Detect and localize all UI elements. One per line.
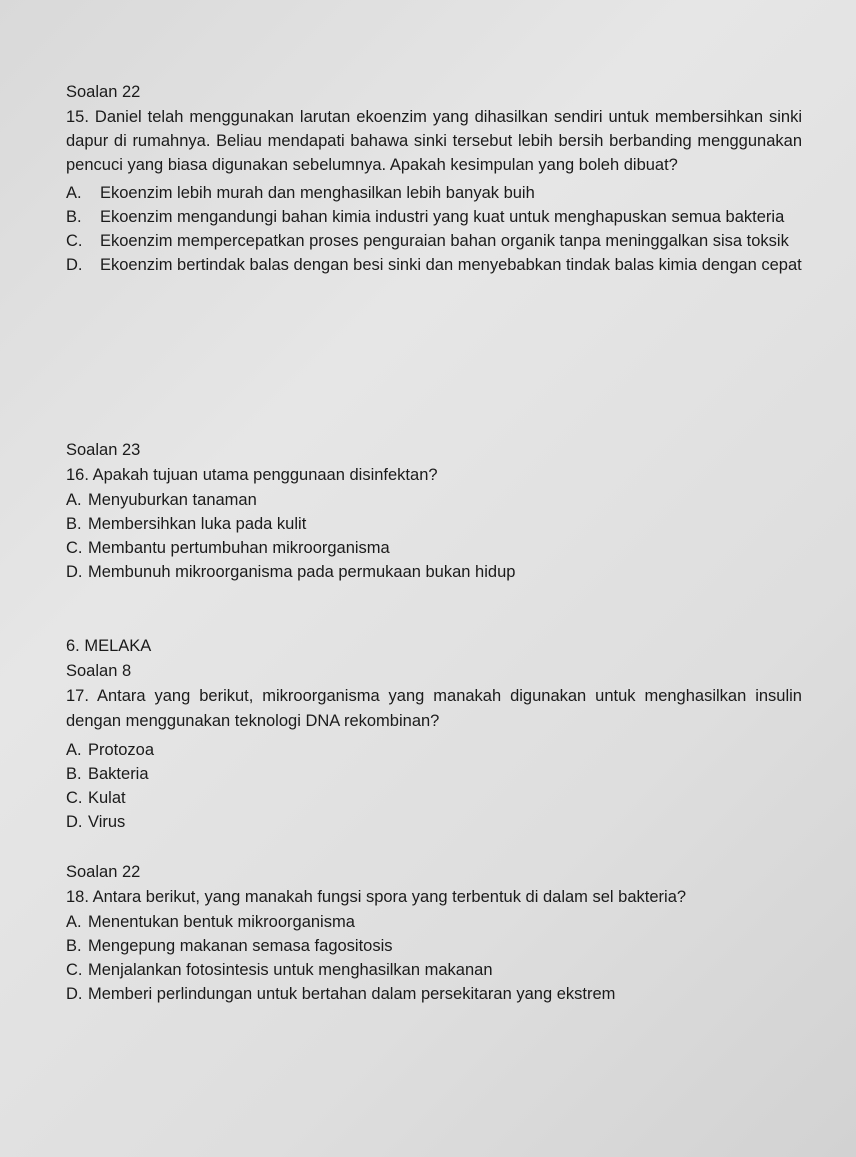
option-text: Menjalankan fotosintesis untuk menghasilkan makanan (88, 961, 493, 979)
option-letter: A. (66, 184, 82, 202)
option-text: Bakteria (88, 765, 149, 783)
option-letter: C. (66, 961, 83, 979)
section-heading: 6. MELAKA (66, 637, 152, 655)
question-15-option-a[interactable] (66, 181, 802, 205)
option-letter: A. (66, 491, 82, 509)
option-letter: C. (66, 539, 83, 557)
option-letter: D. (66, 256, 83, 274)
question-15-stem (66, 105, 802, 177)
option-text: Ekoenzim mengandungi bahan kimia industri yang kuat untuk menghapuskan semua bakteria (100, 208, 785, 226)
question-16-stem: 16. Apakah tujuan utama penggunaan disinfektan? (66, 466, 438, 484)
question-17-option-a[interactable] (66, 738, 802, 762)
question-16-option-a[interactable] (66, 488, 802, 512)
question-18-option-d[interactable] (66, 982, 802, 1006)
option-letter: C. (66, 789, 83, 807)
question-15 (66, 80, 802, 277)
question-15-text: Daniel telah menggunakan larutan ekoenzim yang dihasilkan sendiri untuk membersihkan sinki dapur di rumahnya. Beliau mendapati bahawa sinki tersebut lebih bersih berbanding menggunakan pencuci yang biasa digunakan sebelumnya. Apakah kesimpulan yang boleh dibuat? (66, 108, 802, 174)
option-text: Menentukan bentuk mikroorganisma (88, 913, 355, 931)
option-text: Membantu pertumbuhan mikroorganisma (88, 539, 390, 557)
option-text: Virus (88, 813, 126, 831)
option-letter: D. (66, 985, 83, 1003)
question-17-option-b[interactable] (66, 762, 802, 786)
option-letter: D. (66, 563, 83, 581)
question-15-number: 15. (66, 108, 89, 126)
question-15-option-d[interactable] (66, 253, 802, 277)
question-17-option-c[interactable] (66, 786, 802, 810)
option-text: Ekoenzim lebih murah dan menghasilkan lebih banyak buih (100, 184, 535, 202)
option-letter: B. (66, 937, 82, 955)
option-text: Protozoa (88, 741, 155, 759)
option-text: Kulat (88, 789, 126, 807)
option-letter: B. (66, 208, 82, 226)
question-15-option-b[interactable] (66, 205, 802, 229)
question-18-option-c[interactable] (66, 958, 802, 982)
question-16-option-d[interactable] (66, 560, 802, 584)
question-18-heading: Soalan 22 (66, 863, 141, 881)
option-letter: A. (66, 741, 82, 759)
option-letter: B. (66, 515, 82, 533)
option-text: Membunuh mikroorganisma pada permukaan bukan hidup (88, 563, 516, 581)
question-18-option-a[interactable] (66, 910, 802, 934)
question-15-option-c[interactable] (66, 229, 802, 253)
question-18-option-b[interactable] (66, 934, 802, 958)
question-17 (66, 634, 802, 834)
question-17-stem: 17. Antara yang berikut, mikroorganisma yang manakah digunakan untuk menghasilkan insulin dengan menggunakan teknologi DNA rekombinan? (66, 687, 802, 730)
question-16 (66, 438, 802, 584)
question-15-heading: Soalan 22 (66, 83, 141, 101)
option-text: Ekoenzim mempercepatkan proses penguraian bahan organik tanpa meninggalkan sisa toksik (100, 232, 789, 250)
question-17-heading: Soalan 8 (66, 662, 132, 680)
question-17-option-d[interactable] (66, 810, 802, 834)
question-16-option-c[interactable] (66, 536, 802, 560)
option-letter: C. (66, 232, 83, 250)
option-text: Membersihkan luka pada kulit (88, 515, 307, 533)
question-18 (66, 860, 802, 1006)
option-letter: A. (66, 913, 82, 931)
option-letter: D. (66, 813, 83, 831)
question-16-option-b[interactable] (66, 512, 802, 536)
option-letter: B. (66, 765, 82, 783)
option-text: Mengepung makanan semasa fagositosis (88, 937, 393, 955)
option-text: Memberi perlindungan untuk bertahan dalam persekitaran yang ekstrem (88, 985, 616, 1003)
option-text: Menyuburkan tanaman (88, 491, 257, 509)
option-text: Ekoenzim bertindak balas dengan besi sinki dan menyebabkan tindak balas kimia dengan cepat (100, 256, 802, 274)
question-18-stem: 18. Antara berikut, yang manakah fungsi spora yang terbentuk di dalam sel bakteria? (66, 888, 687, 906)
question-16-heading: Soalan 23 (66, 441, 141, 459)
